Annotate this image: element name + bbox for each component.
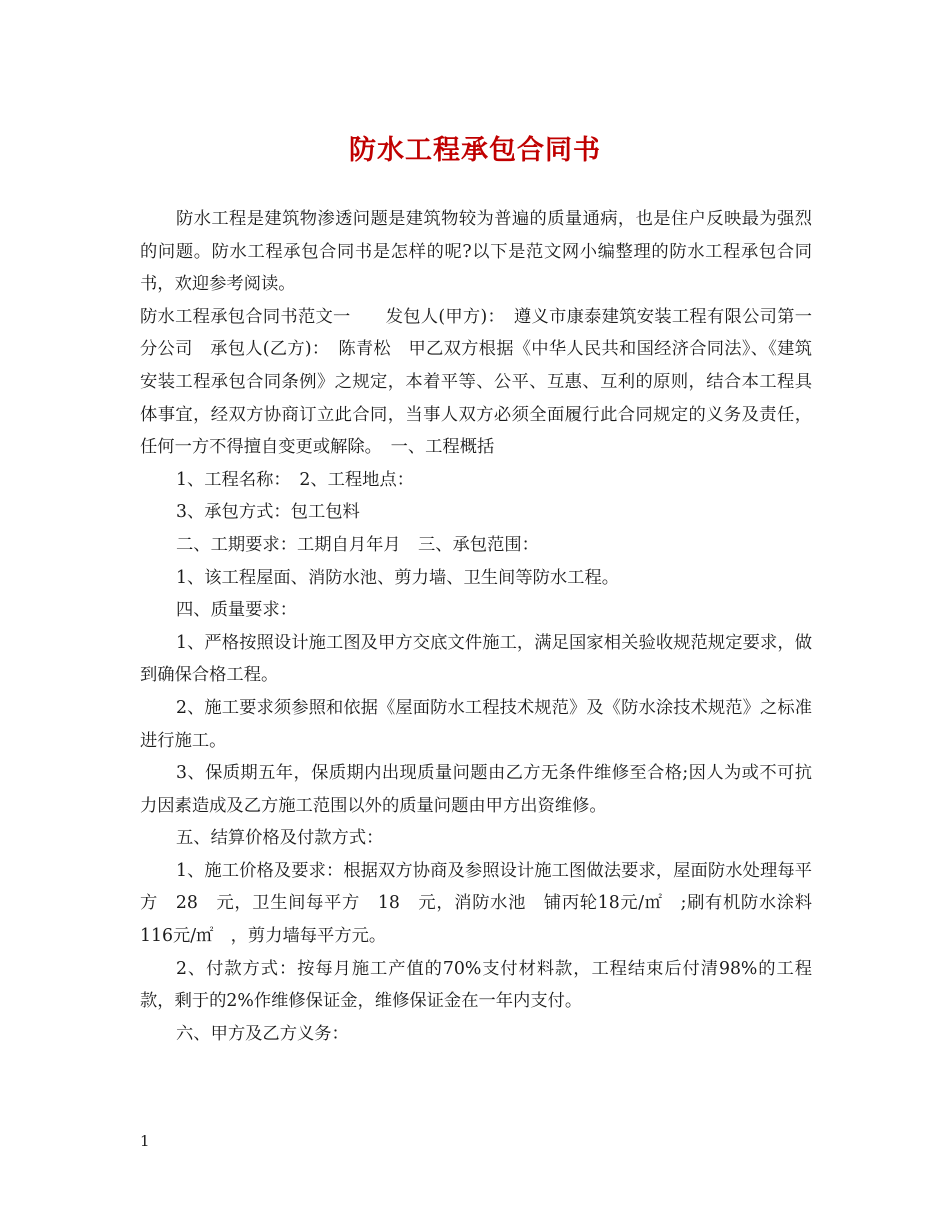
paragraph: 二、工期要求：工期自月年月 三、承包范围：	[176, 534, 539, 555]
paragraph: 防水工程是建筑物渗透问题是建筑物较为普遍的质量通病，也是住户反映最为强烈的问题。防水工程承包合同书是怎样的呢?以下是范文网小编整理的防水工程承包合同书，欢迎参考阅读。	[140, 209, 812, 295]
document-title: 防水工程承包合同书	[349, 135, 601, 166]
paragraph: 六、甲方及乙方义务：	[176, 1023, 349, 1044]
paragraph: 1、该工程屋面、消防水池、剪力墙、卫生间等防水工程。	[176, 567, 620, 588]
page-number: 1	[140, 1132, 150, 1150]
paragraph: 防水工程承包合同书范文一 发包人(甲方)： 遵义市康泰建筑安装工程有限公司第一分公司 承包人(乙方)： 陈青松 甲乙双方根据《中华人民共和国经济合同法》、《建筑安装工程承包合同条例》之规定，本着平等、公平、互惠、互利的原则，结合本工程具体事宜，经双方协商订立此合同，当事人双方必须全面履行此合同规定的义务及责任，任何一方不得擅自变更或解除。 一、工程概括	[140, 306, 812, 458]
paragraph: 1、严格按照设计施工图及甲方交底文件施工，满足国家相关验收规范规定要求，做到确保合格工程。	[140, 632, 812, 686]
paragraph: 3、承包方式：包工包料	[176, 502, 360, 523]
paragraph: 1、施工价格及要求：根据双方协商及参照设计施工图做法要求，屋面防水处理每平方 28 元，卫生间每平方 18 元，消防水池 铺丙轮18元/㎡ ;刷有机防水涂料116元/㎡ ，剪力墙每平方元。	[140, 860, 812, 947]
paragraph: 3、保质期五年，保质期内出现质量问题由乙方无条件维修至合格;因人为或不可抗力因素造成及乙方施工范围以外的质量问题由甲方出资维修。	[140, 763, 812, 816]
paragraph: 2、施工要求须参照和依据《屋面防水工程技术规范》及《防水涂技术规范》之标准进行施工。	[140, 697, 812, 751]
paragraph: 四、质量要求：	[176, 600, 297, 621]
paragraph: 1、工程名称： 2、工程地点：	[176, 469, 415, 490]
paragraph: 五、结算价格及付款方式：	[176, 828, 384, 849]
document-body	[140, 203, 812, 1050]
paragraph: 2、付款方式：按每月施工产值的70%支付材料款，工程结束后付清98%的工程款，剩于的2%作维修保证金，维修保证金在一年内支付。	[140, 958, 812, 1012]
